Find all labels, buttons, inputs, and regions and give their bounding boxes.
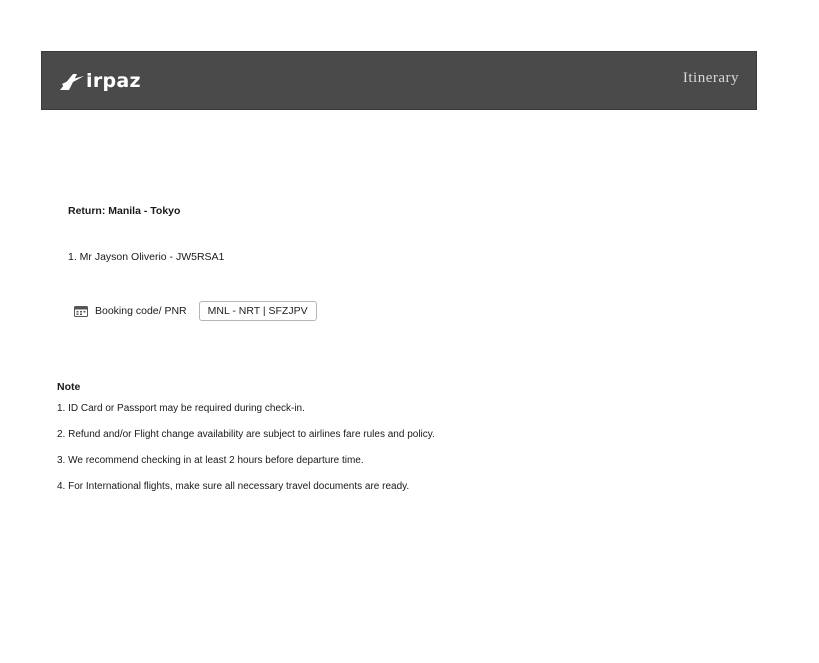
- calendar-icon: [74, 305, 88, 317]
- logo-text: irpaz: [86, 70, 141, 92]
- note-title: Note: [57, 381, 81, 393]
- list-item: 1. ID Card or Passport may be required during check-in.: [57, 403, 305, 414]
- airpaz-logo: [59, 68, 141, 94]
- booking-code-label: Booking code/ PNR: [95, 305, 187, 317]
- header-banner: [41, 51, 757, 110]
- note-list: [57, 402, 435, 506]
- list-item: 2. Refund and/or Flight change availability are subject to airlines fare rules and policy.: [57, 429, 435, 440]
- list-item: 3. We recommend checking in at least 2 hours before departure time.: [57, 455, 364, 466]
- route-value: Manila - Tokyo: [108, 205, 181, 217]
- booking-code-row: [74, 301, 317, 321]
- page-title: Itinerary: [682, 70, 739, 86]
- passenger-line: 1. Mr Jayson Oliverio - JW5RSA1: [68, 251, 225, 263]
- list-item: 4. For International flights, make sure all necessary travel documents are ready.: [57, 481, 410, 492]
- route-label: Return:: [68, 205, 106, 217]
- pnr-code-box: MNL - NRT | SFZJPV: [199, 301, 317, 321]
- airplane-swoosh-icon: [59, 70, 85, 92]
- trip-route: [68, 205, 180, 217]
